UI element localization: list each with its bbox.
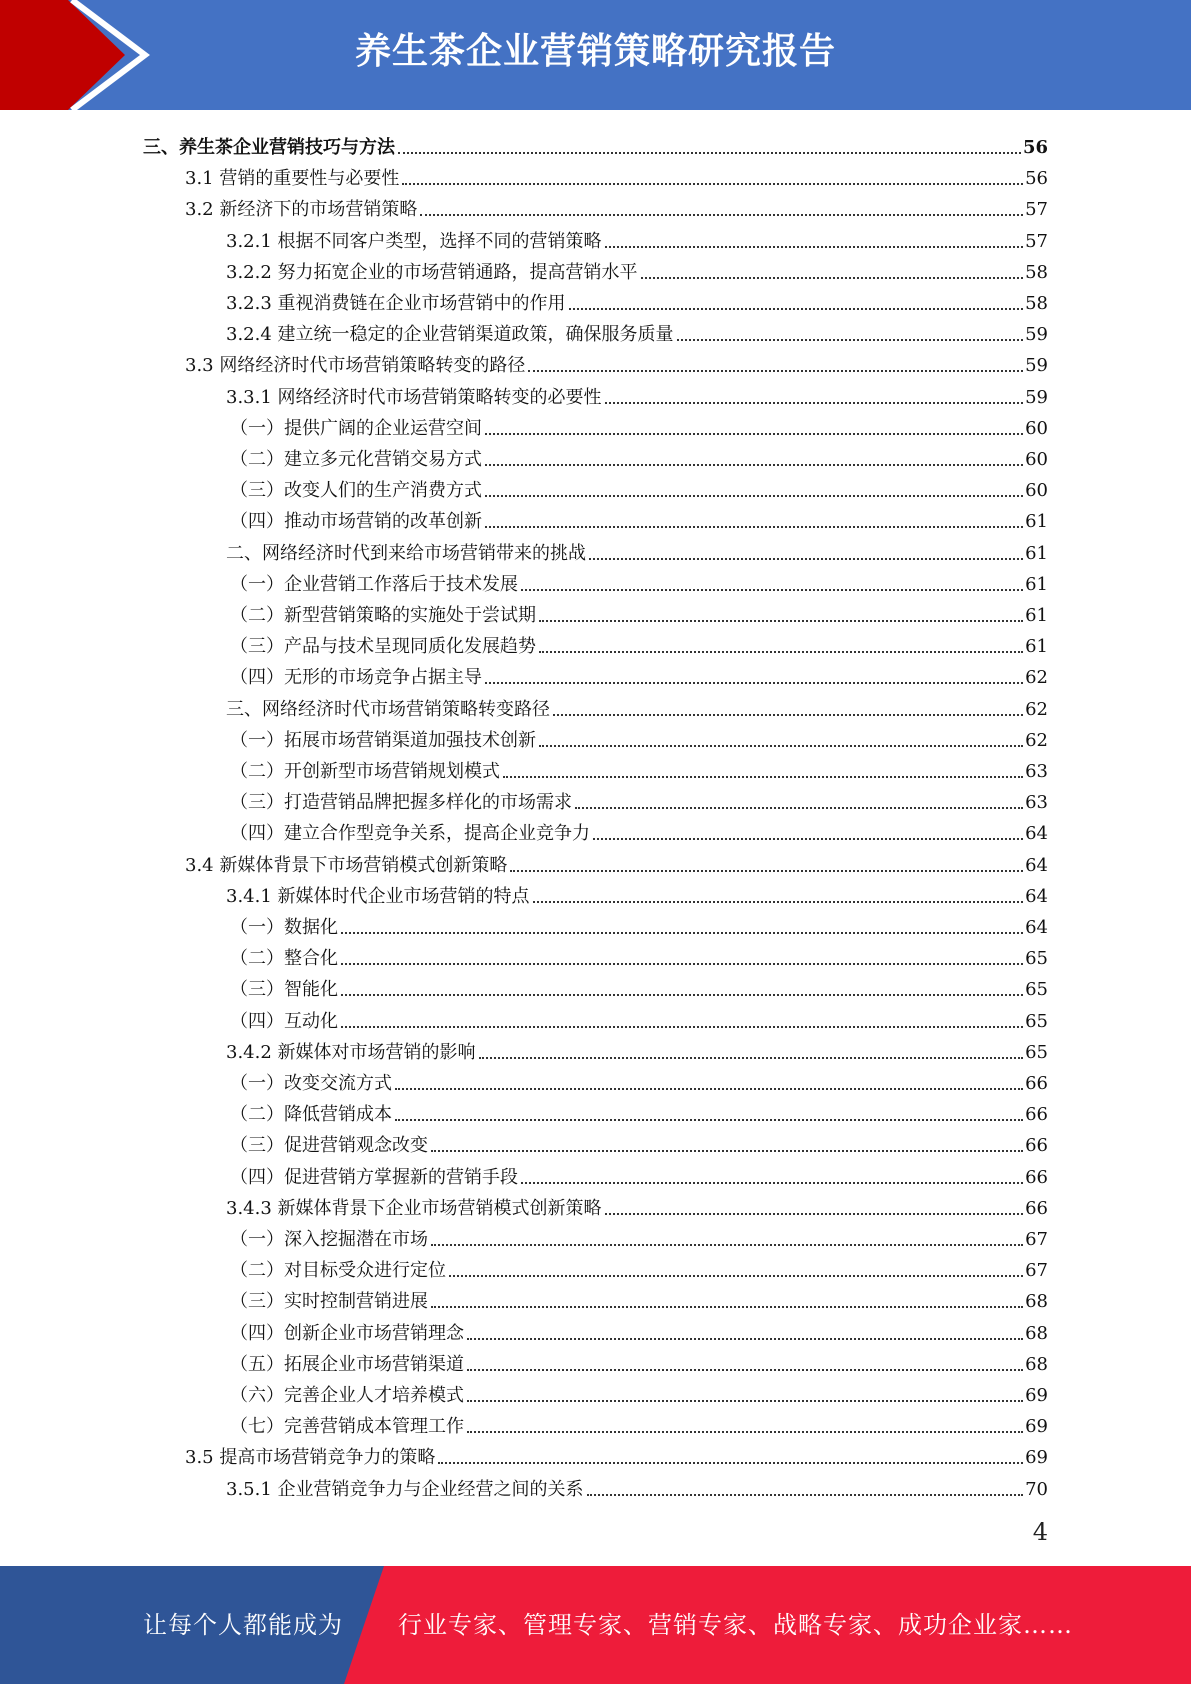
toc-entry-label: （七）完善营销成本管理工作	[230, 1416, 464, 1437]
toc-entry-page: 59	[1025, 387, 1048, 408]
toc-entry[interactable]	[230, 1065, 1048, 1096]
toc-entry-label: 3.4.1 新媒体时代企业市场营销的特点	[226, 886, 530, 907]
toc-dot-leader	[431, 1150, 1023, 1152]
toc-entry[interactable]	[226, 691, 1048, 722]
toc-entry-page: 61	[1025, 543, 1048, 564]
toc-entry[interactable]	[185, 191, 1048, 222]
toc-entry[interactable]	[185, 1439, 1048, 1470]
toc-dot-leader	[641, 277, 1024, 279]
toc-entry-page: 66	[1025, 1104, 1048, 1125]
toc-entry-label: （二）新型营销策略的实施处于尝试期	[230, 605, 536, 626]
toc-entry[interactable]	[185, 347, 1048, 378]
toc-dot-leader	[467, 1400, 1023, 1402]
toc-entry-page: 63	[1025, 792, 1048, 813]
toc-entry[interactable]	[226, 1471, 1048, 1502]
report-title: 养生茶企业营销策略研究报告	[354, 31, 836, 72]
toc-entry[interactable]	[230, 628, 1048, 659]
toc-entry-page: 58	[1025, 293, 1048, 314]
toc-dot-leader	[553, 714, 1023, 716]
toc-dot-leader	[485, 495, 1023, 497]
toc-dot-leader	[587, 1494, 1024, 1496]
toc-entry-label: （三）改变人们的生产消费方式	[230, 480, 482, 501]
page-header	[0, 0, 1191, 110]
toc-entry-label: 3.3.1 网络经济时代市场营销策略转变的必要性	[226, 387, 602, 408]
toc-entry-page: 65	[1025, 1011, 1048, 1032]
toc-entry[interactable]	[230, 503, 1048, 534]
toc-entry-label: 3.2.4 建立统一稳定的企业营销渠道政策，确保服务质量	[226, 324, 674, 345]
toc-entry-page: 68	[1025, 1291, 1048, 1312]
footer-slogan-right: 行业专家、管理专家、营销专家、战略专家、成功企业家……	[398, 1611, 1073, 1639]
toc-entry[interactable]	[226, 223, 1048, 254]
toc-entry-label: （四）推动市场营销的改革创新	[230, 511, 482, 532]
toc-entry-label: 3.1 营销的重要性与必要性	[185, 168, 400, 189]
toc-entry-label: 三、养生茶企业营销技巧与方法	[143, 137, 395, 158]
toc-entry-page: 58	[1025, 262, 1048, 283]
toc-entry-page: 60	[1025, 418, 1048, 439]
toc-entry-page: 57	[1025, 231, 1048, 252]
toc-entry[interactable]	[230, 909, 1048, 940]
toc-entry-page: 67	[1025, 1229, 1048, 1250]
toc-dot-leader	[449, 1275, 1023, 1277]
toc-entry[interactable]	[230, 1408, 1048, 1439]
toc-entry-label: 3.2.3 重视消费链在企业市场营销中的作用	[226, 293, 566, 314]
toc-entry-label: （一）深入挖掘潜在市场	[230, 1229, 428, 1250]
toc-dot-leader	[575, 807, 1023, 809]
toc-dot-leader	[398, 152, 1021, 154]
toc-entry[interactable]	[230, 659, 1048, 690]
toc-entry-label: （一）企业营销工作落后于技术发展	[230, 574, 518, 595]
toc-dot-leader	[341, 932, 1023, 934]
toc-entry-label: （三）实时控制营销进展	[230, 1291, 428, 1312]
toc-entry-label: 3.5 提高市场营销竞争力的策略	[185, 1447, 436, 1468]
toc-dot-leader	[341, 994, 1023, 996]
toc-entry[interactable]	[230, 1315, 1048, 1346]
toc-entry-page: 69	[1025, 1385, 1048, 1406]
toc-entry-label: 3.4.3 新媒体背景下企业市场营销模式创新策略	[226, 1198, 602, 1219]
toc-dot-leader	[569, 308, 1024, 310]
toc-dot-leader	[341, 1026, 1023, 1028]
toc-entry[interactable]	[230, 753, 1048, 784]
toc-entry-page: 61	[1025, 605, 1048, 626]
toc-entry[interactable]	[230, 410, 1048, 441]
toc-entry[interactable]	[230, 1003, 1048, 1034]
toc-entry-page: 61	[1025, 574, 1048, 595]
toc-entry-label: （四）促进营销方掌握新的营销手段	[230, 1167, 518, 1188]
toc-entry-label: （五）拓展企业市场营销渠道	[230, 1354, 464, 1375]
toc-entry[interactable]	[226, 1034, 1048, 1065]
toc-entry-label: （三）打造营销品牌把握多样化的市场需求	[230, 792, 572, 813]
toc-entry-page: 56	[1022, 137, 1048, 158]
toc-dot-leader	[402, 183, 1023, 185]
toc-entry-label: 3.2.2 努力拓宽企业的市场营销通路，提高营销水平	[226, 262, 638, 283]
toc-entry-label: 3.4.2 新媒体对市场营销的影响	[226, 1042, 476, 1063]
toc-dot-leader	[467, 1369, 1023, 1371]
toc-dot-leader	[341, 963, 1023, 965]
toc-entry-page: 69	[1025, 1447, 1048, 1468]
header-corner-arrow	[0, 0, 160, 110]
toc-entry-page: 68	[1025, 1354, 1048, 1375]
toc-entry-page: 65	[1025, 948, 1048, 969]
toc-entry-label: 三、网络经济时代市场营销策略转变路径	[226, 699, 550, 720]
toc-dot-leader	[503, 776, 1023, 778]
toc-entry-page: 57	[1025, 199, 1048, 220]
toc-entry-label: （三）促进营销观念改变	[230, 1135, 428, 1156]
toc-dot-leader	[485, 526, 1023, 528]
toc-entry-label: （四）建立合作型竞争关系，提高企业竞争力	[230, 823, 590, 844]
footer-slogan-left: 让每个人都能成为	[143, 1611, 343, 1639]
toc-entry-page: 62	[1025, 730, 1048, 751]
toc-entry[interactable]	[230, 1346, 1048, 1377]
toc-entry[interactable]	[230, 784, 1048, 815]
toc-entry[interactable]	[230, 566, 1048, 597]
toc-dot-leader	[539, 651, 1023, 653]
toc-entry-page: 64	[1025, 886, 1048, 907]
toc-dot-leader	[528, 370, 1023, 372]
toc-entry[interactable]	[230, 1377, 1048, 1408]
toc-dot-leader	[677, 339, 1024, 341]
toc-entry-page: 66	[1025, 1135, 1048, 1156]
toc-entry[interactable]	[230, 971, 1048, 1002]
toc-entry-label: （二）建立多元化营销交易方式	[230, 449, 482, 470]
toc-entry-page: 62	[1025, 667, 1048, 688]
toc-entry-page: 64	[1025, 823, 1048, 844]
toc-entry-page: 59	[1025, 355, 1048, 376]
toc-entry-label: 3.5.1 企业营销竞争力与企业经营之间的关系	[226, 1479, 584, 1500]
toc-entry[interactable]	[226, 535, 1048, 566]
toc-dot-leader	[510, 870, 1023, 872]
page-number: 4	[1032, 1518, 1048, 1546]
toc-dot-leader	[467, 1431, 1023, 1433]
toc-entry-page: 66	[1025, 1198, 1048, 1219]
toc-entry-label: （二）开创新型市场营销规划模式	[230, 761, 500, 782]
toc-dot-leader	[605, 1213, 1024, 1215]
toc-entry[interactable]	[230, 722, 1048, 753]
toc-entry[interactable]	[226, 1190, 1048, 1221]
toc-entry-label: （三）智能化	[230, 979, 338, 1000]
toc-entry-page: 60	[1025, 480, 1048, 501]
toc-entry[interactable]	[230, 1159, 1048, 1190]
toc-dot-leader	[420, 214, 1023, 216]
toc-dot-leader	[467, 1338, 1023, 1340]
toc-entry[interactable]	[230, 597, 1048, 628]
toc-entry-page: 62	[1025, 699, 1048, 720]
toc-entry-label: （一）拓展市场营销渠道加强技术创新	[230, 730, 536, 751]
toc-entry-label: （四）无形的市场竞争占据主导	[230, 667, 482, 688]
toc-entry-page: 67	[1025, 1260, 1048, 1281]
toc-entry-label: （六）完善企业人才培养模式	[230, 1385, 464, 1406]
toc-entry[interactable]	[226, 254, 1048, 285]
toc-dot-leader	[438, 1462, 1023, 1464]
toc-entry[interactable]	[230, 441, 1048, 472]
toc-entry-label: 3.2.1 根据不同客户类型，选择不同的营销策略	[226, 231, 602, 252]
toc-dot-leader	[395, 1119, 1023, 1121]
toc-entry-page: 65	[1025, 979, 1048, 1000]
toc-entry[interactable]	[230, 1096, 1048, 1127]
toc-entry-label: （二）整合化	[230, 948, 338, 969]
toc-entry[interactable]	[230, 1221, 1048, 1252]
toc-entry-label: （一）改变交流方式	[230, 1073, 392, 1094]
toc-entry-page: 68	[1025, 1323, 1048, 1344]
toc-dot-leader	[605, 246, 1024, 248]
toc-dot-leader	[485, 682, 1023, 684]
toc-dot-leader	[395, 1088, 1023, 1090]
toc-entry[interactable]	[226, 316, 1048, 347]
toc-entry-label: 二、网络经济时代到来给市场营销带来的挑战	[226, 543, 586, 564]
toc-entry-page: 60	[1025, 449, 1048, 470]
toc-dot-leader	[431, 1306, 1023, 1308]
toc-entry-label: （四）互动化	[230, 1011, 338, 1032]
toc-entry[interactable]	[226, 878, 1048, 909]
toc-entry[interactable]	[185, 160, 1048, 191]
toc-entry[interactable]	[230, 940, 1048, 971]
toc-entry[interactable]	[230, 472, 1048, 503]
toc-dot-leader	[533, 901, 1024, 903]
toc-entry[interactable]	[226, 285, 1048, 316]
toc-entry-label: （一）数据化	[230, 917, 338, 938]
toc-entry[interactable]	[230, 1283, 1048, 1314]
page-footer	[0, 1566, 1191, 1684]
toc-entry[interactable]	[230, 1252, 1048, 1283]
toc-entry[interactable]	[230, 815, 1048, 846]
toc-entry-page: 64	[1025, 855, 1048, 876]
toc-entry[interactable]	[230, 1127, 1048, 1158]
toc-entry[interactable]	[185, 847, 1048, 878]
toc-entry-page: 66	[1025, 1073, 1048, 1094]
toc-entry-label: 3.3 网络经济时代市场营销策略转变的路径	[185, 355, 526, 376]
toc-dot-leader	[479, 1057, 1024, 1059]
toc-entry-page: 56	[1025, 168, 1048, 189]
toc-entry-label: （四）创新企业市场营销理念	[230, 1323, 464, 1344]
toc-entry-label: 3.4 新媒体背景下市场营销模式创新策略	[185, 855, 508, 876]
toc-dot-leader	[605, 402, 1024, 404]
toc-entry-page: 63	[1025, 761, 1048, 782]
toc-dot-leader	[485, 464, 1023, 466]
toc-entry-label: （二）降低营销成本	[230, 1104, 392, 1125]
toc-dot-leader	[485, 433, 1023, 435]
toc-entry-page: 66	[1025, 1167, 1048, 1188]
toc-entry-page: 61	[1025, 511, 1048, 532]
toc-dot-leader	[431, 1244, 1023, 1246]
toc-entry-label: （一）提供广阔的企业运营空间	[230, 418, 482, 439]
toc-entry-label: 3.2 新经济下的市场营销策略	[185, 199, 418, 220]
toc-dot-leader	[539, 620, 1023, 622]
toc-entry-label: （二）对目标受众进行定位	[230, 1260, 446, 1281]
toc-dot-leader	[521, 589, 1023, 591]
toc-entry-page: 70	[1025, 1479, 1048, 1500]
toc-dot-leader	[539, 745, 1023, 747]
toc-entry-page: 59	[1025, 324, 1048, 345]
toc-entry[interactable]	[226, 379, 1048, 410]
toc-entry-page: 69	[1025, 1416, 1048, 1437]
toc-entry-label: （三）产品与技术呈现同质化发展趋势	[230, 636, 536, 657]
toc-entry-page: 65	[1025, 1042, 1048, 1063]
toc-entry[interactable]	[143, 129, 1048, 160]
toc-entry-page: 64	[1025, 917, 1048, 938]
toc-dot-leader	[589, 558, 1023, 560]
toc-dot-leader	[521, 1182, 1023, 1184]
toc-entry-page: 61	[1025, 636, 1048, 657]
toc-dot-leader	[593, 838, 1023, 840]
